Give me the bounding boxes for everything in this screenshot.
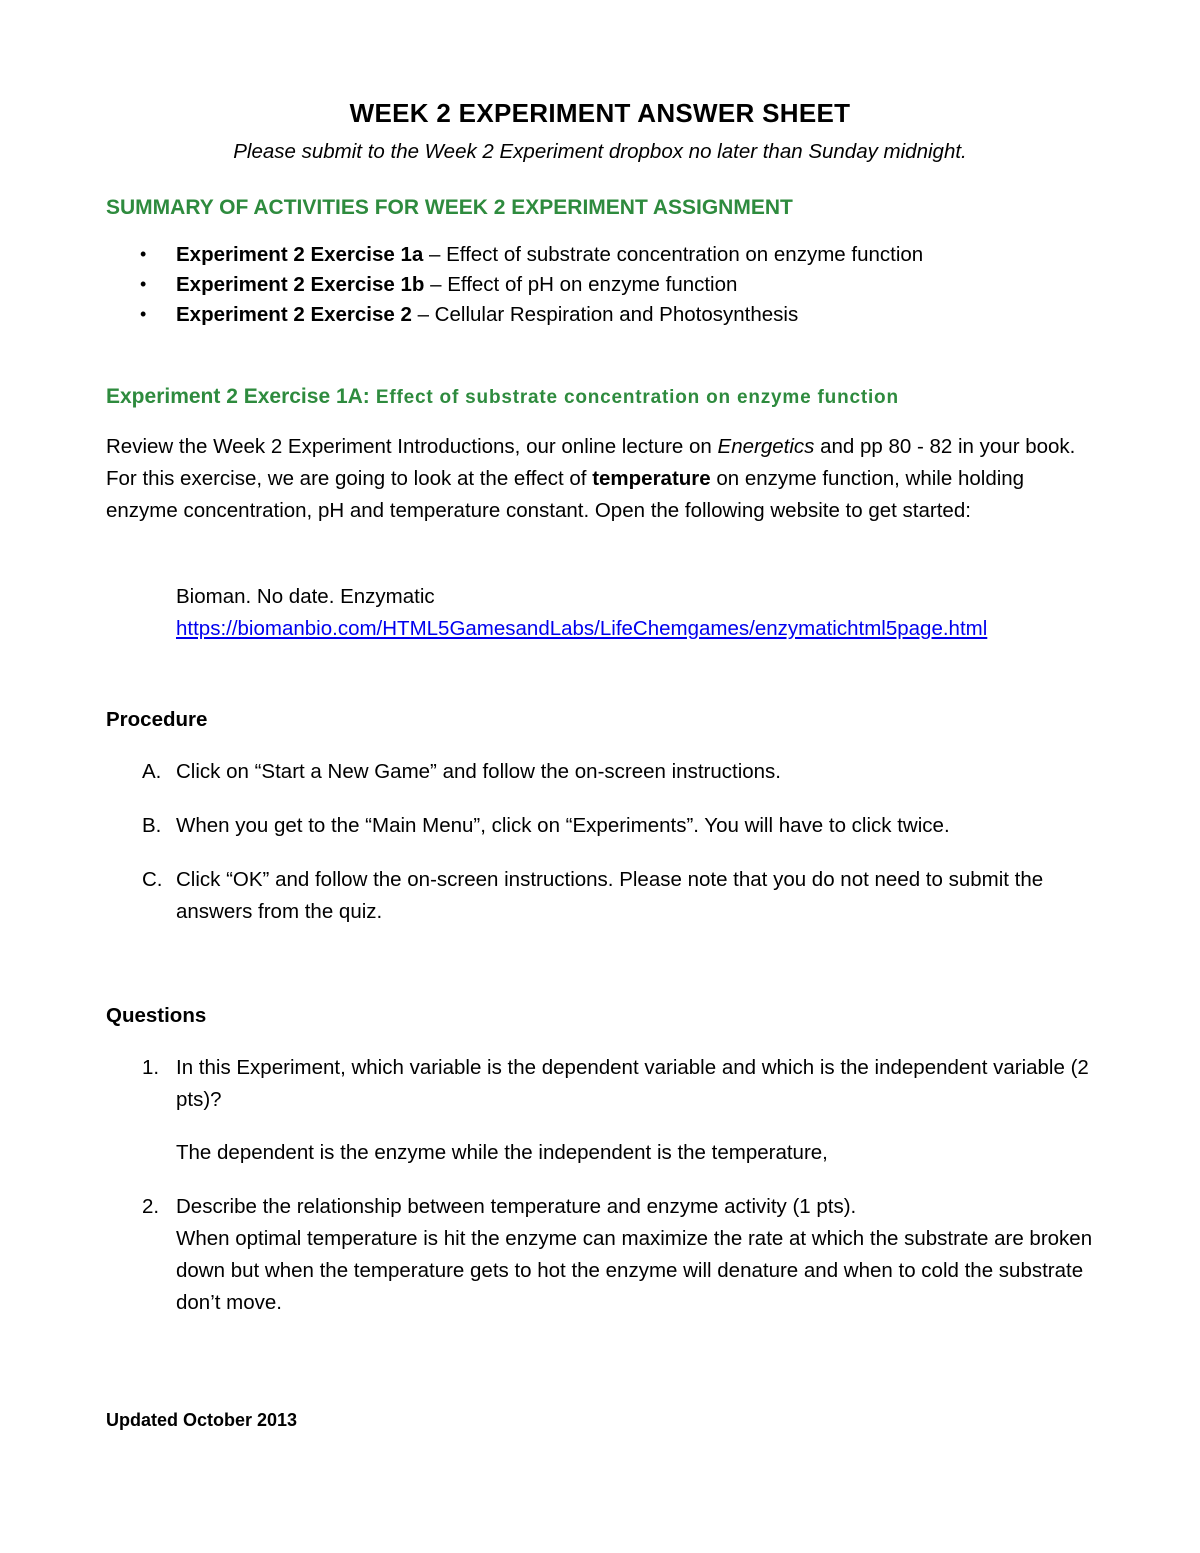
- list-item: [106, 756, 1096, 788]
- list-item: [140, 270, 923, 300]
- step-marker: A.: [142, 760, 162, 783]
- step-text: Click on “Start a New Game” and follow the on-screen instructions.: [176, 760, 782, 783]
- question-marker: 2.: [142, 1195, 160, 1218]
- list-item: [106, 864, 1096, 928]
- list-item: [140, 300, 923, 330]
- questions-heading: Questions: [106, 1004, 207, 1027]
- intro-italic: Energetics: [717, 435, 815, 458]
- summary-item-text: – Cellular Respiration and Photosynthesis: [411, 303, 799, 326]
- question-marker: 1.: [142, 1056, 160, 1079]
- procedure-heading: Procedure: [106, 708, 208, 731]
- step-marker: B.: [142, 814, 162, 837]
- summary-item-text: – Effect of substrate concentration on enzyme function: [423, 243, 924, 266]
- question-text: Describe the relationship between temperature and enzyme activity (1 pts).: [176, 1195, 857, 1218]
- list-item: [106, 1191, 1096, 1319]
- summary-item-label: Experiment 2 Exercise 1a: [176, 243, 424, 266]
- page-title: WEEK 2 EXPERIMENT ANSWER SHEET: [349, 98, 851, 128]
- intro-text: and pp 80 - 82 in your book. For this exercise, we are going to look at the effect of: [106, 435, 1076, 490]
- summary-item-label: Experiment 2 Exercise 2: [176, 303, 412, 326]
- summary-item-text: – Effect of pH on enzyme function: [424, 273, 738, 296]
- step-text: Click “OK” and follow the on-screen instructions. Please note that you do not need to submit the answers from the quiz.: [176, 868, 1044, 923]
- summary-list: [140, 240, 923, 330]
- step-marker: C.: [142, 868, 163, 891]
- footer-updated: Updated October 2013: [106, 1410, 298, 1430]
- list-item: [140, 240, 923, 270]
- summary-heading: SUMMARY OF ACTIVITIES FOR WEEK 2 EXPERIMENT ASSIGNMENT: [106, 196, 793, 219]
- question-text: In this Experiment, which variable is the dependent variable and which is the independent variable (2 pts)?: [176, 1056, 1089, 1111]
- intro-text: Review the Week 2 Experiment Introductions, our online lecture on: [106, 435, 718, 458]
- exercise-heading: [106, 385, 899, 409]
- step-text: When you get to the “Main Menu”, click on “Experiments”. You will have to click twice.: [176, 814, 950, 837]
- exercise-heading-lead: Experiment 2 Exercise 1A:: [106, 385, 370, 408]
- list-item: [106, 810, 1096, 842]
- exercise-heading-rest: Effect of substrate concentration on enzyme function: [369, 387, 899, 408]
- answer-text: The dependent is the enzyme while the independent is the temperature,: [176, 1141, 828, 1164]
- intro-text: on enzyme function, while holding enzyme concentration, pH and temperature constant. Open the following website to get started:: [106, 467, 1025, 522]
- bullet-icon: •: [140, 244, 147, 264]
- answer-text: When optimal temperature is hit the enzyme can maximize the rate at which the substrate are broken down but when the temperature gets to hot the enzyme will denature and when to cold the substrate don’t move.: [176, 1227, 1093, 1314]
- citation-text: Bioman. No date. Enzymatic: [176, 585, 435, 608]
- list-item: [106, 1052, 1096, 1169]
- questions-list: [106, 1052, 1096, 1319]
- bullet-icon: •: [140, 304, 147, 324]
- exercise-intro: [106, 431, 1096, 527]
- bullet-icon: •: [140, 274, 147, 294]
- procedure-list: [106, 756, 1096, 928]
- website-link[interactable]: https://biomanbio.com/HTML5GamesandLabs/LifeChemgames/enzymatichtml5page.html: [176, 617, 988, 640]
- summary-item-label: Experiment 2 Exercise 1b: [176, 273, 425, 296]
- intro-bold: temperature: [592, 467, 711, 490]
- citation-block: [176, 581, 987, 645]
- submission-note: Please submit to the Week 2 Experiment dropbox no later than Sunday midnight.: [233, 140, 967, 163]
